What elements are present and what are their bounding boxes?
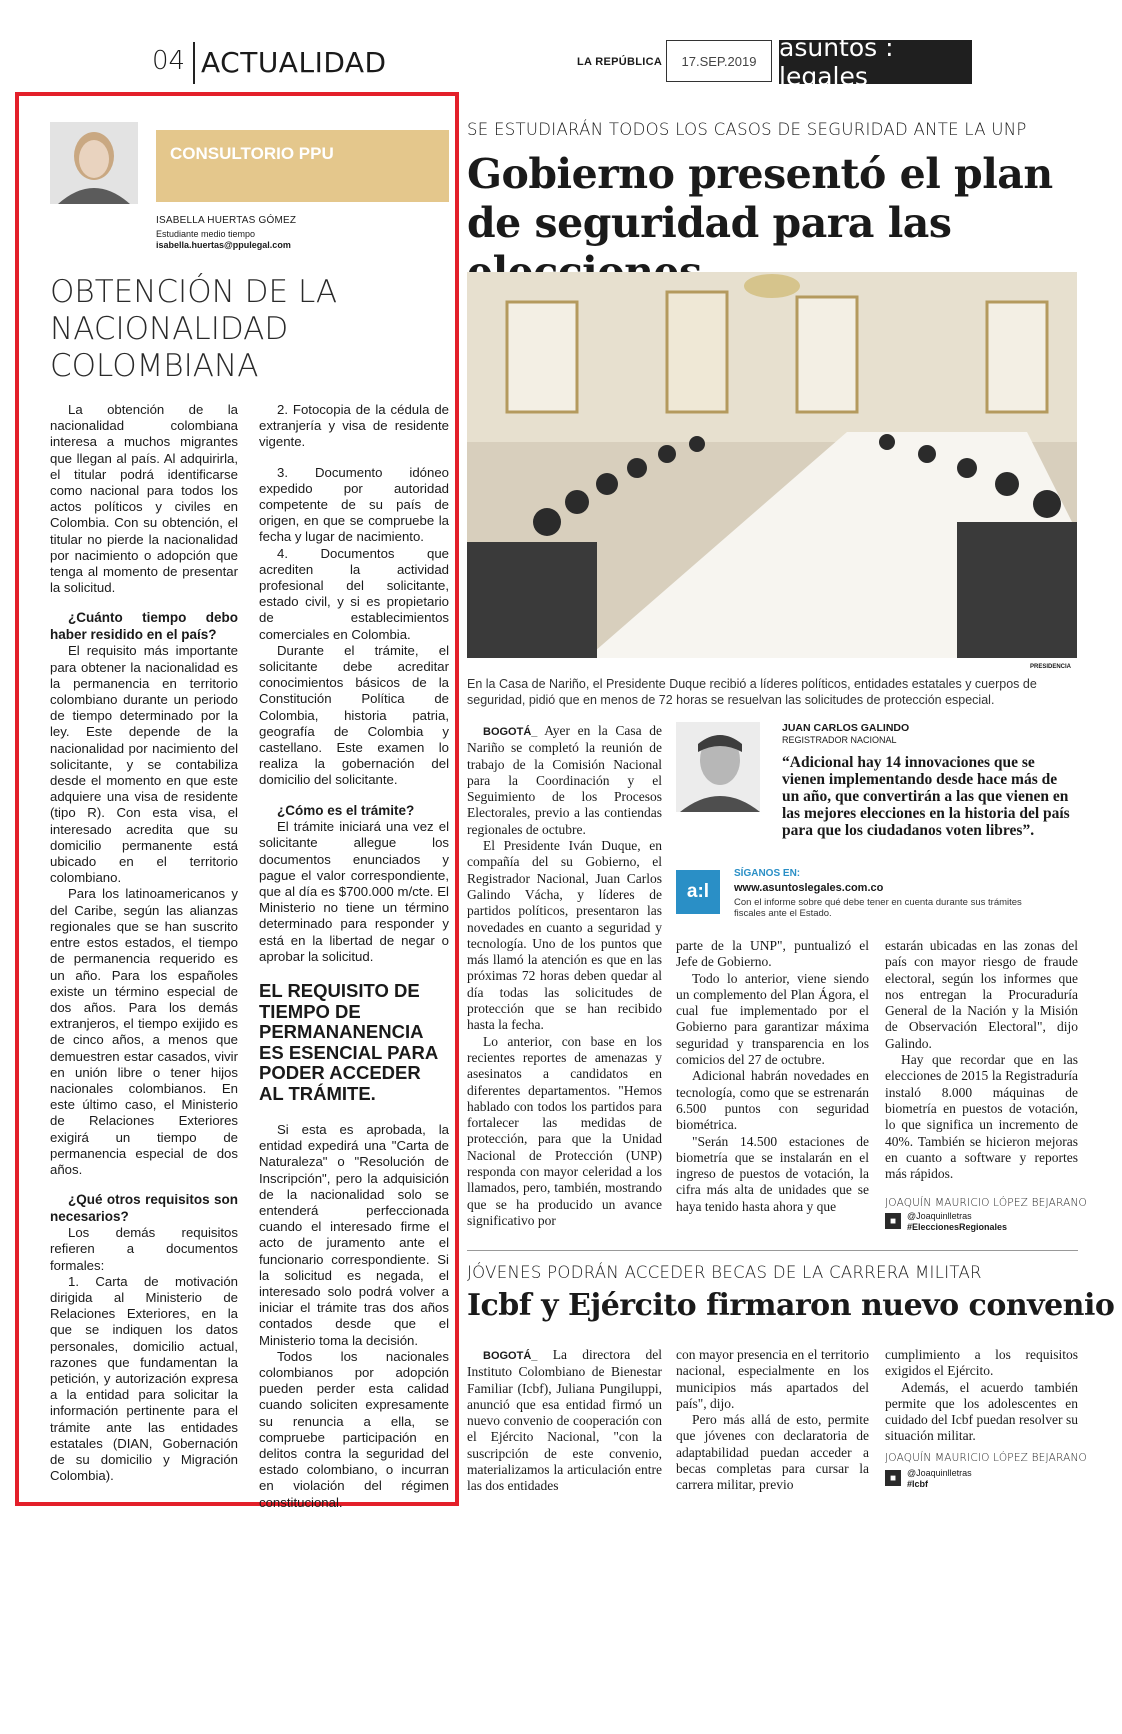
article-text-c [885,938,1078,1182]
article-text-b [676,938,869,1215]
paragraph: 1. Carta de motivación dirigida al Ministerio de Relaciones Exteriores, en la que se indiquen los datos personales, domicilio actual, razones que fundamentan la petición, y autorización expresa a la entidad para solicitar la información pertinente para el trámite ante las entidades estatales (DIAN, Gobernación de su domicilio y Migración Colombia). [50,1273,238,1484]
paragraph [467,1347,662,1495]
paragraph: Durante el trámite, el solicitante debe acreditar conocimientos básicos de la Constitución Política de Colombia, historia patria, geografía de Colombia y castellano. Este examen lo realiza la gobernación del domicilio del solicitante. [259,642,449,788]
paragraph: Para los latinoamericanos y del Caribe, según las alianzas regionales que se han suscrito entre estos estados, el tiempo de permanencia requerido es un año. Para los españoles existe un término especial de dos años. Para los demás extranjeros, el tiempo exijido es de cinco años, a menos que demuestren estar casados, vivir en unión libre o tener hijos nacionales colombianos. En este último caso, el Ministerio de Relaciones Exteriores exigirá un tiempo de permanencia especial de dos años. [50,886,238,1177]
paragraph: 2. Fotocopia de la cédula de extranjería y visa de residente vigente. [259,402,449,450]
article-byline: JOAQUÍN MAURICIO LÓPEZ BEJARANO [885,1197,1087,1209]
article-headline: Gobierno presentó el plan de seguridad para las [467,150,1053,247]
brand-logo: asuntos : legales [779,40,972,84]
second-article-headline: Icbf y Ejército firmaron nuevo convenio [467,1288,1115,1323]
consultorio-banner: CONSULTORIO PPU [156,130,449,202]
paragraph: Pero más allá de esto, permite que jóvenes con declaratoria de adaptabilidad puedan acceder a becas completas para cursar la carrera militar, previo [676,1412,869,1493]
paragraph: cumplimiento a los requisitos exigidos el Ejército. [885,1347,1078,1379]
dateline: BOGOTÁ_ [483,1350,538,1362]
paragraph: Si esta es aprobada, la entidad expedirá una "Carta de Naturaleza" o "Resolución de Inscripción", pero la adquisición de la nacionalidad solo se entenderá perfeccionada cuando el interesado firme el acto de juramento ante el funcionario correspondiente. Si la solicitud es negada, el interesado solo podrá volver a iniciar el trámite tras dos años contados desde que el Ministerio toma la decisión. [259,1122,449,1348]
paragraph: 3. Documento idóneo expedido por autoridad competente de su país de origen, en que se compruebe la fecha y lugar de nacimiento. [259,464,449,545]
newspaper-name: LA REPÚBLICA [577,56,663,68]
photo-caption: En la Casa de Nariño, el Presidente Duque recibió a líderes políticos, entidades estatales y cuerpos de seguridad, pidió que en menos de 72 horas se resuelvan las solicitudes de protección especial. [467,677,1037,707]
paragraph: Hay que recordar que en las elecciones de 2015 la Registraduría instaló 8.000 máquinas de biometría en puestos de votación, lo que significa un incremento de 40%. También se hicieron mejoras en cuanto a software y reportes más rápidos. [885,1052,1078,1182]
second-article-text-b [676,1347,869,1494]
second-article-text-c [885,1347,1078,1445]
paragraph: parte de la UNP", puntualizó el Jefe de Gobierno. [676,938,869,970]
author-role: Estudiante medio tiempo [156,229,256,239]
paragraph: Además, el acuerdo también permite que los adolescentes en cuidado del Icbf puedan resolver su situación militar. [885,1379,1078,1444]
second-article-kicker: JÓVENES PODRÁN ACCEDER BECAS DE LA CARRERA MILITAR [467,1263,982,1282]
issue-date: 17.SEP.2019 [666,40,772,82]
pull-quote: EL REQUISITO DE TIEMPO DE PERMANANENCIA ES ESENCIAL PARA PODER ACCEDER AL TRÁMITE. [259,980,438,1104]
article-divider [467,1250,1078,1251]
paragraph: Lo anterior, con base en los recientes reportes de amenazas y asesinatos a candidatos en diferentes departamentos. "Hemos hablado con todos los partidos para fortalecer las medidas de protección, para que la Unidad Nacional de Protección (UNP) responda con mayor celeridad a los llamados, pero, también, mostrando que se ha producido un avance significativo por [467,1033,662,1228]
paragraph: La obtención de la nacionalidad colombiana interesa a muchos migrantes que llegan al país. Al adquirirla, el titular podrá identificarse como nacional para todos los actos políticos y civiles en Colombia. Con su obtención, el titular no pierde la nacionalidad por nacimiento o adopción que tenga al momento de presentar la solicitud. [50,402,238,596]
column-title: OBTENCIÓN DE LA NACIONALIDAD COLOMBIANA [50,274,338,384]
author-email[interactable]: isabella.huertas@ppulegal.com [156,240,291,250]
columnist-portrait-icon [50,122,138,204]
twitter-handle[interactable]: @Joaquinlletras [907,1211,972,1221]
columnist-photo [50,122,138,204]
paragraph: estarán ubicadas en las zonas del país con mayor riesgo de fraude electoral, según los informes que nos entregan la Procuraduría General de la Nación y la Misión de Observación Electoral", dijo Galindo. [885,938,1078,1051]
subheading: ¿Cómo es el trámite? [277,802,415,818]
author-name: ISABELLA HUERTAS GÓMEZ [156,215,297,226]
asuntos-legales-logo-icon: a:l [676,870,720,914]
hashtag[interactable]: #EleccionesRegionales [907,1222,1008,1232]
paragraph: El Presidente Iván Duque, en compañía del su Gobierno, el Registrador Nacional, Juan Carlos Galindo Vácha, y líderes de partidos políticos, presentaron las novedades en cuanto a seguridad y tecnología. Uno de los puntos que más llamó la atención es que en las próximas 72 horas deben quedar al día todas las solicitudes de protección que se han recibido hasta la fecha. [467,838,662,1033]
registrar-portrait-icon [676,722,760,812]
column-text-b [259,402,449,1511]
paragraph: El trámite iniciará una vez el solicitante allegue los documentos enunciados y pague el valor correspondiente, que al día es $700.000 m/cte. El Ministerio no tiene un término determinado para responder y está en la libertad de negar o aprobar la solicitud. [259,819,449,964]
social-handle [907,1468,972,1490]
paragraph: El requisito más importante para obtener la nacionalidad es la permanencia en territorio colombiano durante un periodo de tiempo determinado por la ley. Este depende de la nacionalidad por nacimiento del solicitante, y se contabiliza desde el momento en que este adquiere una visa de residente (tipo R). Con esta visa, el interesado acredita que su domicilio permanente está ubicado en el territorio colombiano. [50,643,238,886]
paragraph: Los demás requisitos refieren a documentos formales: [50,1225,238,1273]
paragraph: "Serán 14.500 estaciones de biometría que se instalarán en el ingreso de puestos de votación, la cifra más alta de unidades que se haya tenido hasta ahora y que [676,1133,869,1214]
follow-note: Con el informe sobre qué debe tener en cuenta durante sus trámites fiscales ante el Estado. [734,897,1022,919]
social-handle [907,1211,1007,1233]
meeting-photo [467,272,1077,658]
subheading: ¿Qué otros requisitos son necesarios? [50,1192,238,1224]
follow-label: SÍGANOS EN: [734,868,801,879]
header-divider [193,42,195,84]
column-text-a [50,402,238,1484]
quote-photo [676,722,760,812]
paragraph-text: Ayer en la Casa de Nariño se completó la reunión de trabajo de la Comisión Nacional para la Coordinación y el Seguimiento de los Procesos Electorales, previo a las contiendas regionales de octubre. [467,723,663,837]
social-handle-icon: ■ [885,1470,901,1486]
photo-credit: PRESIDENCIA [1030,664,1072,670]
meeting-room-photo-icon [467,272,1077,658]
paragraph: Adicional habrán novedades en tecnología, como que se estrenarán 6.500 puntos con seguridad biométrica. [676,1068,869,1133]
paragraph: Todo lo anterior, viene siendo un complemento del Plan Ágora, el cual fue implementado por el Gobierno para garantizar máxima seguridad y transparencia en los comicios del 27 de octubre. [676,970,869,1068]
paragraph: con mayor presencia en el territorio nacional, especialmente en los municipios más apartados del país", dijo. [676,1347,869,1411]
dateline: BOGOTÁ_ [483,726,538,738]
quote-text: “Adicional hay 14 innovaciones que se vienen implementando desde hace más de un año, que convertirán a las que vienen en las mejores elecciones en la historia del país para que los ciudadanos voten libres”. [782,754,1070,839]
page-number: 04 [152,46,186,76]
social-handle-icon: ■ [885,1213,901,1229]
hashtag[interactable]: #Icbf [907,1479,929,1489]
second-article-byline: JOAQUÍN MAURICIO LÓPEZ BEJARANO [885,1452,1087,1464]
paragraph-text: La directora del Instituto Colombiano de Bienestar Familiar (Icbf), Juliana Pungiluppi, anunció que esa entidad firmó un nuevo convenio de cooperación con el Ejército Nacional, "con la suscripción de este convenio, materializamos la articulación entre las dos entidades [467,1347,662,1494]
article-text-a [467,723,662,1229]
twitter-handle[interactable]: @Joaquinlletras [907,1468,972,1478]
article-kicker: SE ESTUDIARÁN TODOS LOS CASOS DE SEGURIDAD ANTE LA UNP [467,120,1027,139]
paragraph: Todos los nacionales colombianos por adopción pueden perder esta calidad cuando soliciten expresamente su renuncia a ella, se compruebe participación en delitos contra la seguridad del estado colombiano, o incurran en violación del régimen constitucional. [259,1348,449,1510]
follow-url-link[interactable]: www.asuntoslegales.com.co [734,882,884,894]
second-article-text-a [467,1347,662,1495]
section-title: ACTUALIDAD [201,46,387,79]
quote-speaker-name: JUAN CARLOS GALINDO [782,722,910,734]
quote-speaker-role: REGISTRADOR NACIONAL [782,735,897,745]
subheading: ¿Cuánto tiempo debo haber residido en el país? [50,610,238,642]
paragraph: 4. Documentos que acrediten la actividad profesional del solicitante, estado civil, y si es propietario de establecimientos comerciales en Colombia. [259,545,449,642]
paragraph [467,723,662,838]
